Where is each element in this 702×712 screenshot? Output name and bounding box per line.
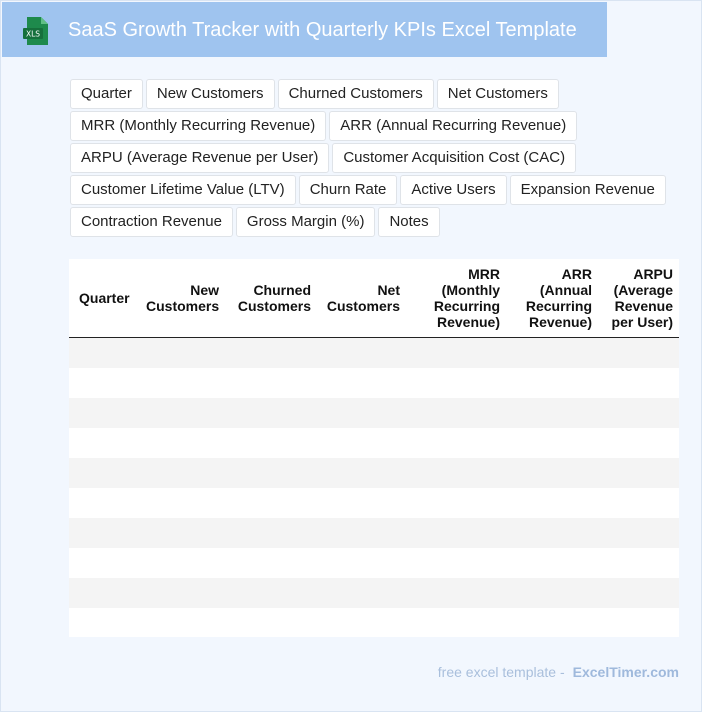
tag-row bbox=[70, 111, 670, 141]
table-cell[interactable] bbox=[225, 458, 317, 488]
table-cell[interactable] bbox=[506, 518, 598, 548]
table-cell[interactable] bbox=[225, 428, 317, 458]
table-cell[interactable] bbox=[598, 518, 679, 548]
page-title: SaaS Growth Tracker with Quarterly KPIs Excel Template bbox=[68, 19, 577, 41]
table-cell[interactable] bbox=[140, 398, 225, 428]
tag-row bbox=[70, 143, 670, 173]
column-header: Churned Customers bbox=[225, 259, 317, 338]
column-tag[interactable]: Gross Margin (%) bbox=[236, 207, 376, 237]
table-cell[interactable] bbox=[506, 548, 598, 578]
table-row bbox=[69, 428, 679, 458]
table-cell[interactable] bbox=[598, 578, 679, 608]
table-cell[interactable] bbox=[598, 488, 679, 518]
table-cell[interactable] bbox=[506, 458, 598, 488]
footer-credit bbox=[438, 663, 679, 681]
table-cell[interactable] bbox=[69, 488, 140, 518]
column-tag[interactable]: Customer Acquisition Cost (CAC) bbox=[332, 143, 576, 173]
table-cell[interactable] bbox=[225, 398, 317, 428]
column-tag[interactable]: New Customers bbox=[146, 79, 275, 109]
table-cell[interactable] bbox=[506, 488, 598, 518]
table-cell[interactable] bbox=[140, 428, 225, 458]
table-cell[interactable] bbox=[406, 368, 506, 398]
xls-icon-label: XLS bbox=[25, 29, 41, 39]
table-cell[interactable] bbox=[317, 338, 406, 369]
kpi-table bbox=[69, 259, 679, 637]
table-cell[interactable] bbox=[225, 548, 317, 578]
table-row bbox=[69, 398, 679, 428]
column-tag[interactable]: Net Customers bbox=[437, 79, 559, 109]
table-cell[interactable] bbox=[225, 608, 317, 637]
table-cell[interactable] bbox=[406, 488, 506, 518]
column-tag[interactable]: MRR (Monthly Recurring Revenue) bbox=[70, 111, 326, 141]
column-tag[interactable]: ARR (Annual Recurring Revenue) bbox=[329, 111, 577, 141]
table-cell[interactable] bbox=[506, 578, 598, 608]
table-row bbox=[69, 368, 679, 398]
table-cell[interactable] bbox=[69, 428, 140, 458]
table-cell[interactable] bbox=[598, 398, 679, 428]
column-tag[interactable]: Expansion Revenue bbox=[510, 175, 666, 205]
table-cell[interactable] bbox=[506, 368, 598, 398]
table-header-row bbox=[69, 259, 679, 338]
column-header: Quarter bbox=[69, 259, 140, 338]
table-cell[interactable] bbox=[69, 578, 140, 608]
column-tag[interactable]: Notes bbox=[378, 207, 439, 237]
table-cell[interactable] bbox=[69, 518, 140, 548]
table-cell[interactable] bbox=[317, 368, 406, 398]
xls-file-icon bbox=[21, 16, 51, 46]
table-cell[interactable] bbox=[69, 458, 140, 488]
tag-row bbox=[70, 175, 670, 205]
tag-row bbox=[70, 79, 670, 109]
table-row bbox=[69, 608, 679, 637]
table-cell[interactable] bbox=[225, 338, 317, 369]
table-cell[interactable] bbox=[317, 518, 406, 548]
table-cell[interactable] bbox=[598, 338, 679, 369]
header-banner bbox=[2, 2, 607, 57]
table-cell[interactable] bbox=[406, 338, 506, 369]
table-cell[interactable] bbox=[406, 398, 506, 428]
table-cell[interactable] bbox=[140, 548, 225, 578]
table-cell[interactable] bbox=[406, 428, 506, 458]
table-cell[interactable] bbox=[317, 548, 406, 578]
column-tag[interactable]: Churned Customers bbox=[278, 79, 434, 109]
table-cell[interactable] bbox=[317, 398, 406, 428]
column-header: ARPU (Average Revenue per User) bbox=[598, 259, 679, 338]
footer-brand-link[interactable]: ExcelTimer.com bbox=[572, 664, 679, 680]
table-cell[interactable] bbox=[317, 428, 406, 458]
table-cell[interactable] bbox=[406, 608, 506, 637]
table-cell[interactable] bbox=[140, 368, 225, 398]
table-cell[interactable] bbox=[317, 578, 406, 608]
column-header: Net Customers bbox=[317, 259, 406, 338]
table-cell[interactable] bbox=[317, 488, 406, 518]
table-row bbox=[69, 458, 679, 488]
table-row bbox=[69, 548, 679, 578]
table-cell[interactable] bbox=[140, 488, 225, 518]
table-cell[interactable] bbox=[69, 398, 140, 428]
table-cell[interactable] bbox=[598, 368, 679, 398]
table-cell[interactable] bbox=[225, 518, 317, 548]
table-cell[interactable] bbox=[598, 458, 679, 488]
table-cell[interactable] bbox=[506, 338, 598, 369]
column-header: MRR (Monthly Recurring Revenue) bbox=[406, 259, 506, 338]
table-cell[interactable] bbox=[225, 578, 317, 608]
table-cell[interactable] bbox=[598, 548, 679, 578]
column-tag[interactable]: ARPU (Average Revenue per User) bbox=[70, 143, 329, 173]
column-header: ARR (Annual Recurring Revenue) bbox=[506, 259, 598, 338]
table-cell[interactable] bbox=[69, 548, 140, 578]
table-cell[interactable] bbox=[406, 518, 506, 548]
table-cell[interactable] bbox=[506, 398, 598, 428]
table-cell[interactable] bbox=[69, 608, 140, 637]
footer-free-text: free excel template - bbox=[437, 664, 565, 680]
table-cell[interactable] bbox=[317, 608, 406, 637]
tag-row bbox=[70, 207, 670, 237]
table-cell[interactable] bbox=[69, 368, 140, 398]
column-tag[interactable]: Active Users bbox=[400, 175, 506, 205]
table-cell[interactable] bbox=[140, 458, 225, 488]
table-cell[interactable] bbox=[140, 608, 225, 637]
table-cell[interactable] bbox=[140, 338, 225, 369]
table-cell[interactable] bbox=[69, 338, 140, 369]
table-cell[interactable] bbox=[598, 608, 679, 637]
table-cell[interactable] bbox=[225, 368, 317, 398]
table-row bbox=[69, 338, 679, 369]
table-cell[interactable] bbox=[406, 458, 506, 488]
column-tag[interactable]: Quarter bbox=[70, 79, 143, 109]
column-tag[interactable]: Contraction Revenue bbox=[70, 207, 233, 237]
table-row bbox=[69, 488, 679, 518]
table-cell[interactable] bbox=[317, 458, 406, 488]
column-tag[interactable]: Customer Lifetime Value (LTV) bbox=[70, 175, 296, 205]
table-body bbox=[69, 338, 679, 638]
table-cell[interactable] bbox=[506, 428, 598, 458]
column-tag-list bbox=[70, 79, 670, 239]
table-row bbox=[69, 578, 679, 608]
table-cell[interactable] bbox=[225, 488, 317, 518]
table-cell[interactable] bbox=[506, 608, 598, 637]
table-cell[interactable] bbox=[406, 548, 506, 578]
table-cell[interactable] bbox=[406, 578, 506, 608]
table-cell[interactable] bbox=[140, 578, 225, 608]
table-row bbox=[69, 518, 679, 548]
column-header: New Customers bbox=[140, 259, 225, 338]
table-cell[interactable] bbox=[140, 518, 225, 548]
column-tag[interactable]: Churn Rate bbox=[299, 175, 398, 205]
table-cell[interactable] bbox=[598, 428, 679, 458]
